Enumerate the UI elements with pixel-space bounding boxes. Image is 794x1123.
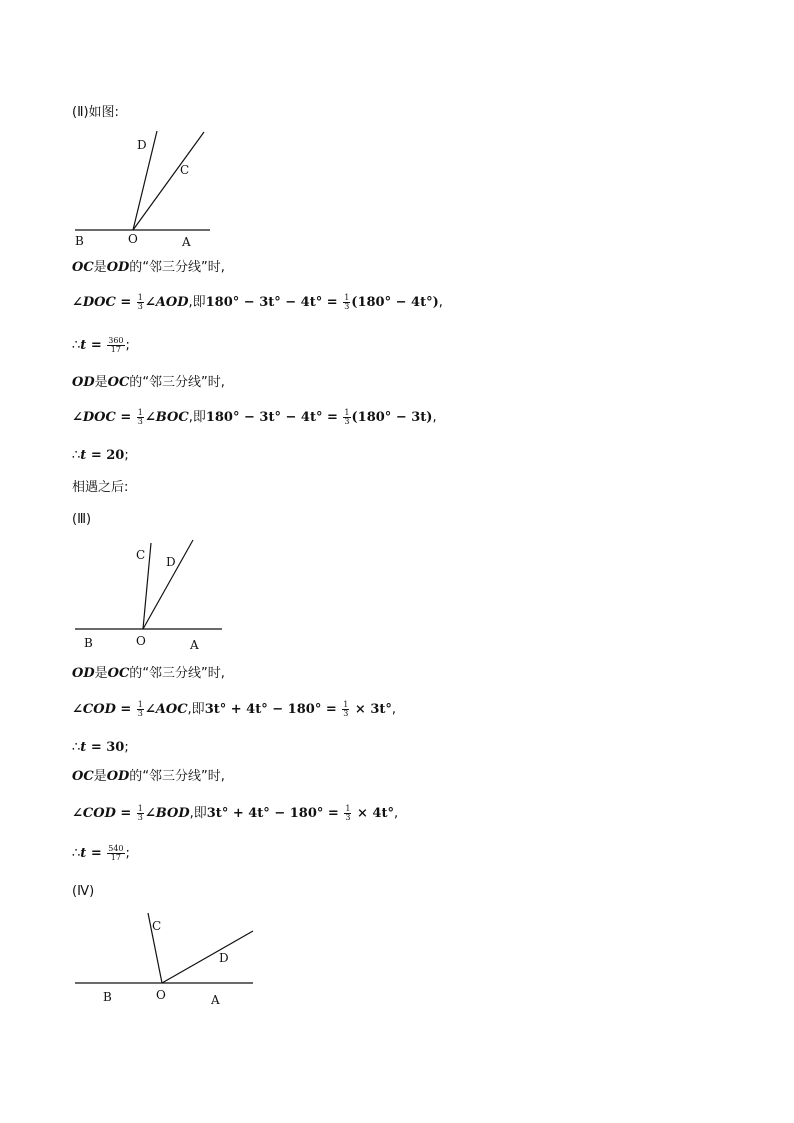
equation-4: ∠COD = $\frac{1}{3}$ ∠BOD,即3t° + 4t° − 180° = $\frac{1}{3}$ × 4t°, [72,804,399,822]
fig3-label-a: A [190,638,199,652]
fig4-ray-od [162,931,253,983]
fig4-label-c: C [152,919,162,933]
after-meeting-heading: 相遇之后: [72,480,129,495]
fig2-label-o: O [128,232,138,246]
fig3-label-o: O [136,634,146,648]
equation-3: ∠COD = $\frac{1}{3}$ ∠AOC,即3t° + 4t° − 180° = $\frac{1}{3}$ × 3t°, [72,700,397,718]
equation-1: ∠DOC = $\frac{1}{3}$ ∠AOD,即180° − 3t° − 4t° = $\frac{1}{3}$ (180° − 4t°), [72,293,443,311]
case-oc-of-od-1: OC是OD的“邻三分线”时, [72,260,225,275]
fig3-label-c: C [136,548,146,562]
fig3-label-b: B [84,636,93,650]
equation-2: ∠DOC = $\frac{1}{3}$ ∠BOC,即180° − 3t° − 4t° = $\frac{1}{3}$ (180° − 3t), [72,408,437,426]
result-3: ∴t = 30; [72,740,129,755]
result-4: ∴t = $\frac{540}{17}$ ; [72,844,130,862]
fig3-label-d: D [166,555,176,569]
result-1: ∴t = $\frac{360}{17}$ ; [72,336,130,354]
fig2-label-b: B [75,234,84,248]
fig4-label-b: B [103,990,112,1004]
fig4-label-a: A [211,993,220,1007]
case-od-of-oc-2: OD是OC的“邻三分线”时, [72,666,225,681]
section-2-heading: (Ⅱ)如图: [72,105,119,120]
fig2-label-c: C [180,163,190,177]
case-od-of-oc-1: OD是OC的“邻三分线”时, [72,375,225,390]
section-3-heading: (Ⅲ) [72,512,92,527]
fig2-label-a: A [182,235,191,249]
section-4-heading: (Ⅳ) [72,884,95,899]
result-2: ∴t = 20; [72,448,129,463]
case-oc-of-od-2: OC是OD的“邻三分线”时, [72,769,225,784]
fig4-label-o: O [156,988,166,1002]
fig2-label-d: D [137,138,147,152]
fig4-label-d: D [219,951,229,965]
